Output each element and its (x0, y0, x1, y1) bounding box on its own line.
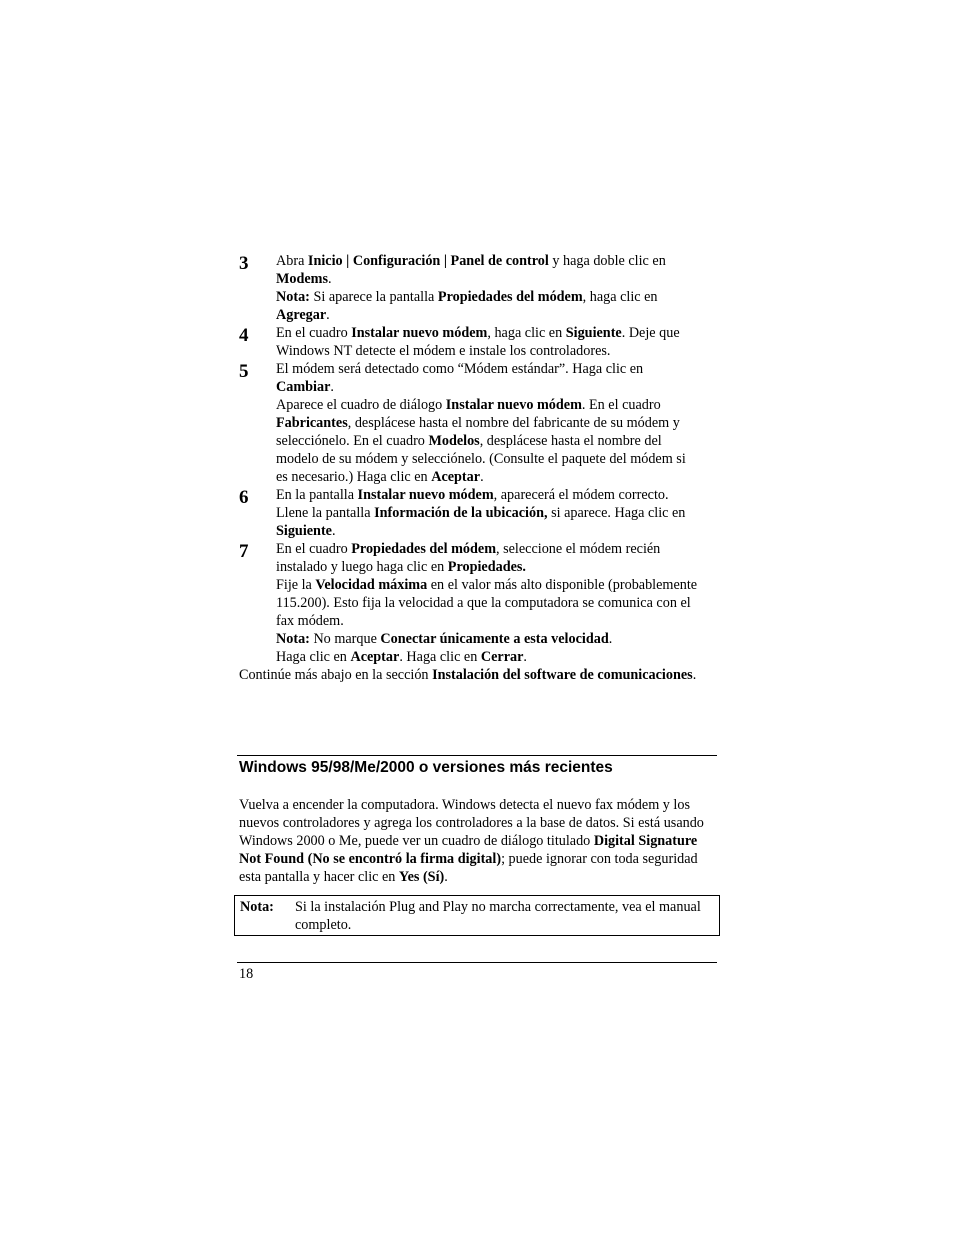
note-text: Si la instalación Plug and Play no marcha correctamente, vea el manual completo. (295, 899, 701, 933)
step-paragraph (276, 324, 699, 360)
bold-term: Velocidad máxima (315, 577, 428, 593)
step-body (276, 540, 699, 666)
bold-term: Nota: (276, 631, 310, 647)
text-run: . (480, 469, 484, 485)
bold-term: Modems (276, 271, 329, 287)
bold-term: Siguiente (276, 523, 332, 539)
text-run: . (444, 869, 448, 885)
bold-term: Instalación del software de comunicaciones (432, 667, 693, 683)
text-run: . (330, 379, 334, 395)
text-run: . (326, 307, 330, 323)
text-run: y haga doble clic en (548, 253, 666, 269)
bold-term: Instalar nuevo módem (445, 397, 582, 413)
bold-term: Cambiar (276, 379, 331, 395)
step-paragraph (276, 540, 699, 576)
step-body (276, 360, 699, 486)
text-run: No marque (309, 631, 381, 647)
text-run: En el cuadro (276, 541, 352, 557)
bold-term: Agregar (276, 307, 327, 323)
step-number: 5 (239, 361, 249, 382)
bold-term: Aceptar (350, 649, 400, 665)
bold-term: Aceptar (431, 469, 481, 485)
bold-term: Digital Signature Not Found (No se encontró la firma digital) (239, 833, 698, 867)
step-body (276, 252, 699, 324)
bold-term: Modelos (428, 433, 480, 449)
text-run: . En el cuadro (581, 397, 661, 413)
text-run: En la pantalla (276, 487, 358, 503)
text-run: , desplácese hasta el nombre del fabricante de su módem y selecciónelo. En el cuadro (276, 415, 680, 449)
step-paragraph (276, 576, 699, 630)
step-paragraph (276, 288, 699, 324)
step-3 (239, 252, 699, 324)
text-run: Continúe más abajo en la sección (239, 667, 433, 683)
text-run: , aparecerá el módem correcto. Llene la pantalla (276, 487, 669, 521)
step-paragraph (276, 486, 699, 540)
text-run: Fije la (276, 577, 316, 593)
text-run: en el valor más alto disponible (probablemente 115.200). Esto fija la velocidad a que la computadora se comunica con el fax módem. (276, 577, 698, 629)
step-number: 7 (239, 541, 249, 562)
text-run: . (692, 667, 697, 683)
step-body (276, 324, 699, 360)
text-run: Si aparece la pantalla (309, 289, 438, 305)
text-run: . Haga clic en (399, 649, 481, 665)
step-paragraph (276, 396, 699, 486)
section-body (239, 796, 719, 886)
bold-term: Propiedades del módem (351, 541, 497, 557)
footer-divider (237, 962, 717, 963)
text-run: , haga clic en (582, 289, 658, 305)
bold-term: Conectar únicamente a esta velocidad (380, 631, 609, 647)
text-run: , seleccione el módem recién instalado y luego haga clic en (276, 541, 661, 575)
note-label: Nota: (240, 899, 274, 915)
text-run: . (331, 523, 336, 539)
step-paragraph (276, 630, 699, 648)
bold-term: Cerrar (480, 649, 524, 665)
installation-steps (239, 252, 699, 684)
page-number: 18 (239, 966, 254, 982)
bold-term: Siguiente (565, 325, 622, 341)
text-run: ; puede ignorar con toda seguridad esta pantalla y hacer clic en (239, 851, 698, 885)
text-run: . (523, 649, 527, 665)
text-run: En el cuadro (276, 325, 352, 341)
bold-term: Nota: (276, 289, 310, 305)
bold-term: Inicio | Configuración | Panel de control (307, 253, 549, 269)
step-6 (239, 486, 699, 540)
section-divider (237, 755, 717, 756)
text-run: El módem será detectado como “Módem estándar”. Haga clic en (276, 361, 644, 377)
bold-term: Instalar nuevo módem (351, 325, 488, 341)
bold-term: Propiedades del módem (437, 289, 583, 305)
text-run: . Deje que Windows NT detecte el módem e instale los controladores. (276, 325, 680, 359)
text-run: Aparece el cuadro de diálogo (276, 397, 446, 413)
step-7 (239, 540, 699, 666)
step-number: 3 (239, 253, 249, 274)
step-paragraph (276, 360, 699, 396)
bold-term: Fabricantes (276, 415, 348, 431)
section-heading: Windows 95/98/Me/2000 o versiones más recientes (239, 759, 613, 776)
step-paragraph (276, 252, 699, 288)
step-5 (239, 360, 699, 486)
text-run: Vuelva a encender la computadora. Windows detecta el nuevo fax módem y los nuevos controladores y agrega los controladores a la base de datos. Si está usando Windows 2000 o Me, puede ver un cuadro de diálogo titulado (239, 797, 704, 849)
step-paragraph (276, 648, 699, 666)
step-number: 6 (239, 487, 249, 508)
text-run: si aparece. Haga clic en (547, 505, 686, 521)
text-run: , desplácese hasta el nombre del modelo de su módem y selecciónelo. (Consulte el paquete del módem si es necesario.) Haga clic en (276, 433, 686, 485)
text-run: Haga clic en (276, 649, 351, 665)
text-run: . (608, 631, 613, 647)
text-run: Abra (276, 253, 308, 269)
bold-term: Información de la ubicación, (374, 505, 548, 521)
step-number: 4 (239, 325, 249, 346)
continue-instruction (239, 666, 699, 684)
bold-term: Instalar nuevo módem (357, 487, 494, 503)
step-body (276, 486, 699, 540)
step-4 (239, 324, 699, 360)
note-box (234, 895, 720, 936)
bold-term: Yes (Sí) (398, 869, 445, 885)
text-run: , haga clic en (487, 325, 566, 341)
text-run: . (328, 271, 332, 287)
bold-term: Propiedades. (447, 559, 526, 575)
